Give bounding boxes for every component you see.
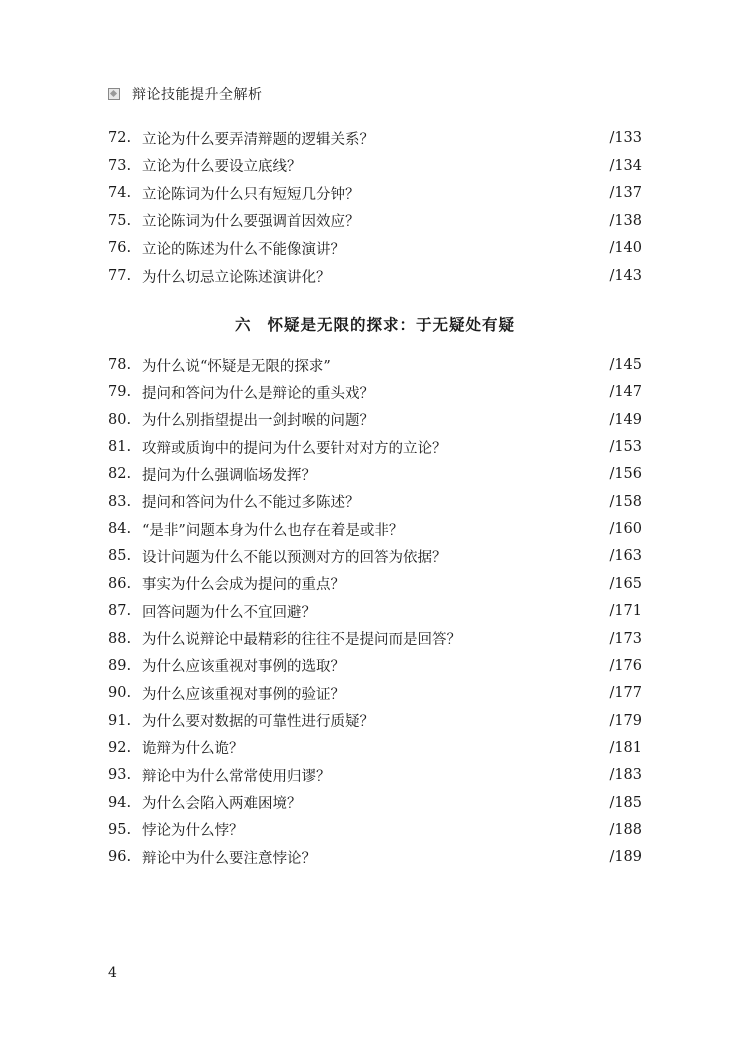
entry-number: 77. <box>108 268 132 284</box>
entry-title: 为什么说“怀疑是无限的探求” <box>142 358 331 375</box>
toc-entry <box>108 155 642 177</box>
entry-number: 93. <box>108 767 132 784</box>
toc-entry <box>108 737 642 759</box>
entry-page: /183 <box>609 767 642 784</box>
toc-entry <box>108 628 642 650</box>
entry-number: 73. <box>108 157 132 174</box>
entry-page: /134 <box>609 157 642 174</box>
entry-page: /181 <box>609 739 642 756</box>
entry-page: /163 <box>609 548 642 565</box>
entry-page: /147 <box>609 384 642 401</box>
entry-title: 辩论中为什么要注意悖论？ <box>142 850 316 867</box>
entry-number: 85. <box>108 548 132 565</box>
entry-title: 攻辩或质询中的提问为什么要针对对方的立论？ <box>142 440 447 457</box>
entry-number: 75. <box>108 212 132 229</box>
entry-title: 立论为什么要弄清辩题的逻辑关系？ <box>142 131 374 148</box>
entry-title: 为什么应该重视对事例的选取？ <box>142 659 345 676</box>
entry-title: 立论陈词为什么只有短短几分钟？ <box>142 186 360 203</box>
entry-page: /171 <box>609 603 642 620</box>
toc-entry <box>108 463 642 485</box>
toc-entry <box>108 600 642 622</box>
entry-page: /138 <box>609 212 642 229</box>
entry-number: 82. <box>108 466 132 483</box>
entry-page: /177 <box>609 685 642 702</box>
entry-number: 79. <box>108 384 132 401</box>
toc-entry <box>108 819 642 841</box>
entry-number: 84. <box>108 521 132 538</box>
section-heading <box>108 313 642 335</box>
entry-page: /179 <box>609 712 642 729</box>
entry-page: /185 <box>609 794 642 811</box>
entry-page: /140 <box>609 240 642 257</box>
toc-entry <box>108 265 642 287</box>
entry-page: /153 <box>609 439 642 456</box>
entry-title: 辩论中为什么常常使用归谬？ <box>142 768 331 785</box>
entry-page: /188 <box>609 821 642 838</box>
toc-entry <box>108 655 642 677</box>
toc-entry <box>108 409 642 431</box>
toc-entry <box>108 182 642 204</box>
toc-entry <box>108 127 642 149</box>
toc-entry <box>108 436 642 458</box>
entry-number: 88. <box>108 630 132 647</box>
entry-page: /143 <box>609 268 642 284</box>
entry-page: /160 <box>609 521 642 538</box>
entry-page: /133 <box>609 130 642 146</box>
entry-number: 81. <box>108 439 132 456</box>
entry-number: 94. <box>108 794 132 811</box>
entry-number: 92. <box>108 739 132 756</box>
entry-title: 为什么会陷入两难困境？ <box>142 796 302 813</box>
entry-page: /165 <box>609 575 642 592</box>
section-number: 六 <box>234 315 252 334</box>
entry-title: 提问和答问为什么是辩论的重头戏？ <box>142 385 374 402</box>
entry-title: “是非”问题本身为什么也存在着是或非？ <box>142 522 404 539</box>
toc-entry <box>108 764 642 786</box>
entry-page: /176 <box>609 657 642 674</box>
entry-page: /149 <box>609 411 642 428</box>
toc-entry <box>108 573 642 595</box>
entry-title: 为什么别指望提出一剑封喉的问题？ <box>142 413 374 430</box>
entry-title: 诡辩为什么诡？ <box>142 741 244 758</box>
entry-number: 78. <box>108 357 132 373</box>
toc-entry <box>108 710 642 732</box>
page-number: 4 <box>108 965 117 981</box>
entry-title: 为什么要对数据的可靠性进行质疑？ <box>142 714 374 731</box>
entry-title: 立论陈词为什么要强调首因效应？ <box>142 214 360 231</box>
toc-entry <box>108 846 642 868</box>
entry-title: 为什么应该重视对事例的验证？ <box>142 686 345 703</box>
entry-page: /189 <box>609 849 642 866</box>
entry-title: 立论为什么要设立底线？ <box>142 159 302 176</box>
entry-number: 95. <box>108 821 132 838</box>
entry-page: /158 <box>609 493 642 510</box>
toc-entry <box>108 792 642 814</box>
toc-entry <box>108 237 642 259</box>
toc-entry <box>108 210 642 232</box>
entry-number: 90. <box>108 685 132 702</box>
book-icon <box>108 88 120 100</box>
running-header <box>108 84 263 104</box>
entry-title: 悖论为什么悖？ <box>142 823 244 840</box>
toc-entry <box>108 545 642 567</box>
toc-entry <box>108 491 642 513</box>
toc-entry <box>108 381 642 403</box>
entry-number: 91. <box>108 712 132 729</box>
entry-page: /145 <box>609 357 642 373</box>
entry-title: 回答问题为什么不宜回避？ <box>142 604 316 621</box>
toc-entry <box>108 518 642 540</box>
entry-number: 74. <box>108 185 132 202</box>
entry-number: 80. <box>108 411 132 428</box>
toc-entry <box>108 354 642 376</box>
toc-entry <box>108 682 642 704</box>
entry-number: 76. <box>108 240 132 257</box>
entry-title: 设计问题为什么不能以预测对方的回答为依据？ <box>142 549 447 566</box>
entry-page: /137 <box>609 185 642 202</box>
entry-number: 72. <box>108 130 132 146</box>
entry-title: 为什么切忌立论陈述演讲化？ <box>142 269 331 286</box>
entry-number: 83. <box>108 493 132 510</box>
running-header-title: 辩论技能提升全解析 <box>132 87 263 103</box>
entry-page: /156 <box>609 466 642 483</box>
entry-number: 86. <box>108 575 132 592</box>
entry-number: 89. <box>108 657 132 674</box>
entry-title: 事实为什么会成为提问的重点？ <box>142 577 345 594</box>
entry-title: 为什么说辩论中最精彩的往往不是提问而是回答？ <box>142 632 461 648</box>
entry-title: 提问和答问为什么不能过多陈述？ <box>142 495 360 512</box>
entry-title: 提问为什么强调临场发挥？ <box>142 467 316 484</box>
entry-title: 立论的陈述为什么不能像演讲？ <box>142 241 345 258</box>
entry-page: /173 <box>609 630 642 647</box>
entry-number: 87. <box>108 603 132 620</box>
entry-number: 96. <box>108 849 132 866</box>
section-title: 怀疑是无限的探求：于无疑处有疑 <box>267 315 516 334</box>
